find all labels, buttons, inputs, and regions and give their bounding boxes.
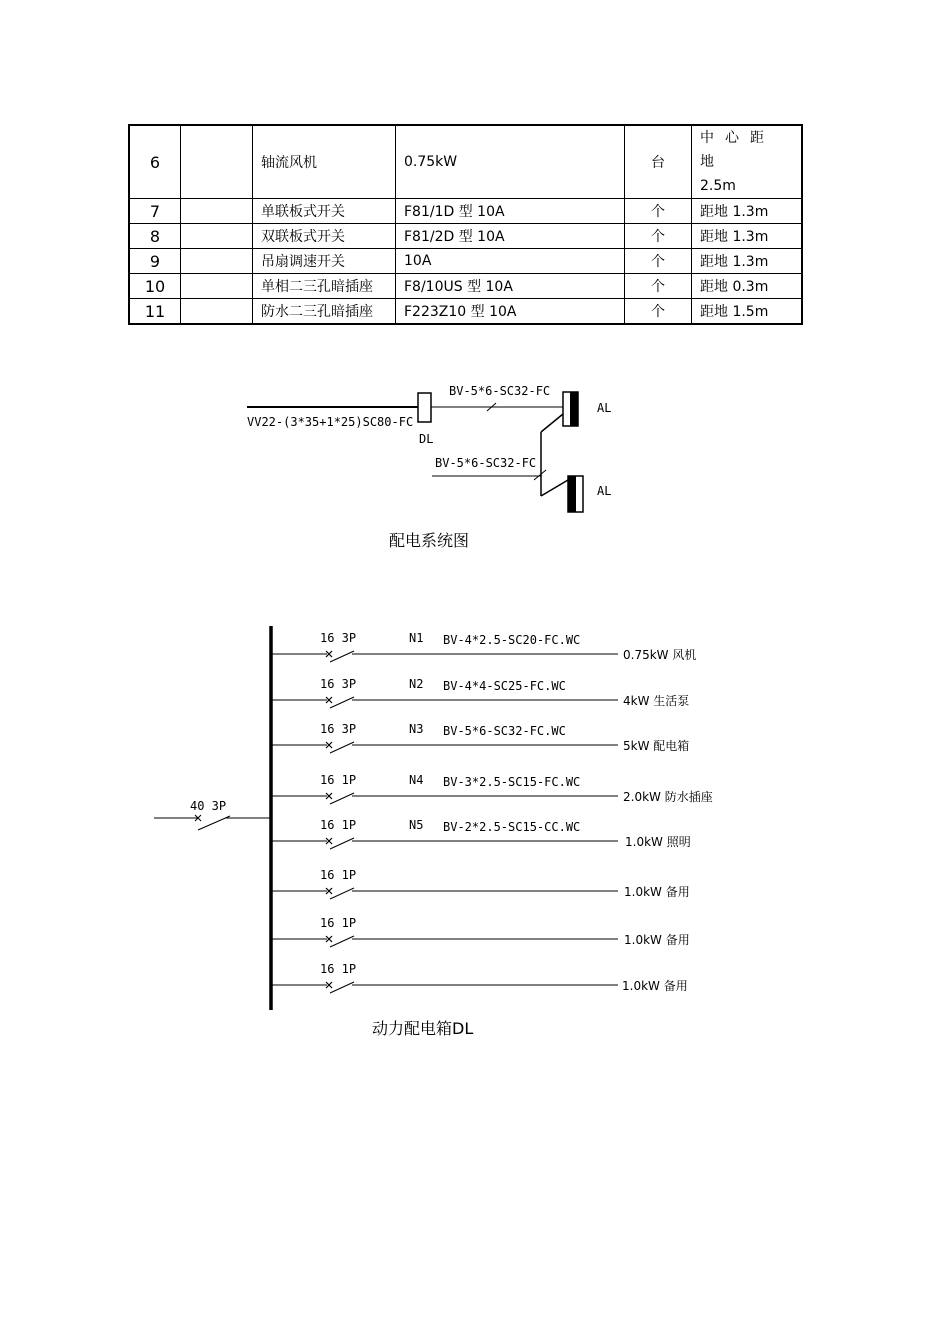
load-label: 0.75kW 风机 bbox=[623, 648, 697, 662]
branch-cable-label-2: BV-5*6-SC32-FC bbox=[435, 456, 537, 470]
row-location-line1: 中心距地 bbox=[700, 130, 775, 170]
breaker-label: 16 3P bbox=[320, 722, 357, 736]
breaker-blade bbox=[330, 838, 354, 849]
table-row bbox=[129, 249, 802, 274]
panel-fill-2 bbox=[568, 476, 576, 512]
row-name: 单相二三孔暗插座 bbox=[253, 274, 396, 299]
row-name: 轴流风机 bbox=[253, 125, 396, 199]
row-unit: 个 bbox=[625, 274, 692, 299]
breaker-label: 16 1P bbox=[320, 916, 357, 930]
box-label: DL bbox=[419, 432, 434, 446]
row-spec: F81/2D 型 10A bbox=[396, 224, 625, 249]
row-location-line2: 2.5m bbox=[700, 178, 736, 194]
table-row bbox=[129, 125, 802, 199]
row-spec: 10A bbox=[396, 249, 625, 274]
table-row bbox=[129, 224, 802, 249]
equipment-table bbox=[128, 124, 803, 325]
panel-label-1: AL bbox=[597, 401, 612, 415]
row-code bbox=[181, 299, 253, 325]
row-number: 6 bbox=[129, 125, 181, 199]
power-box-caption: 动力配电箱DL bbox=[372, 1019, 474, 1038]
row-code bbox=[181, 249, 253, 274]
distribution-system-diagram bbox=[0, 370, 950, 530]
load-label: 1.0kW 备用 bbox=[624, 885, 690, 899]
row-name: 双联板式开关 bbox=[253, 224, 396, 249]
load-label: 1.0kW 备用 bbox=[624, 933, 690, 947]
row-unit: 个 bbox=[625, 249, 692, 274]
breaker-blade bbox=[330, 793, 354, 804]
load-label: 1.0kW 照明 bbox=[625, 835, 691, 849]
riser-to-panel-2 bbox=[541, 480, 568, 496]
cable-spec: BV-5*6-SC32-FC.WC bbox=[443, 724, 566, 738]
circuit-number: N5 bbox=[409, 818, 424, 832]
breaker-blade bbox=[330, 888, 354, 899]
breaker-blade bbox=[330, 936, 354, 947]
row-unit: 个 bbox=[625, 199, 692, 224]
row-code bbox=[181, 199, 253, 224]
breaker-blade bbox=[330, 982, 354, 993]
riser-line bbox=[541, 414, 563, 432]
row-location: 距地 1.3m bbox=[692, 224, 803, 249]
cable-spec: BV-3*2.5-SC15-FC.WC bbox=[443, 775, 581, 789]
cable-spec: BV-4*4-SC25-FC.WC bbox=[443, 679, 566, 693]
system-diagram-caption: 配电系统图 bbox=[389, 531, 470, 550]
load-label: 4kW 生活泵 bbox=[623, 694, 690, 708]
load-label: 2.0kW 防水插座 bbox=[623, 790, 713, 804]
circuit-number: N4 bbox=[409, 773, 424, 787]
row-name: 防水二三孔暗插座 bbox=[253, 299, 396, 325]
cable-spec: BV-2*2.5-SC15-CC.WC bbox=[443, 820, 581, 834]
row-number: 10 bbox=[129, 274, 181, 299]
row-spec: F81/1D 型 10A bbox=[396, 199, 625, 224]
row-number: 8 bbox=[129, 224, 181, 249]
row-number: 9 bbox=[129, 249, 181, 274]
branch-2-tick bbox=[534, 470, 546, 480]
power-box-diagram bbox=[0, 620, 950, 1020]
row-spec: F8/10US 型 10A bbox=[396, 274, 625, 299]
row-code bbox=[181, 125, 253, 199]
row-location: 距地 1.3m bbox=[692, 249, 803, 274]
panel-fill-1 bbox=[570, 392, 578, 426]
main-breaker-blade bbox=[198, 816, 230, 830]
row-location: 距地 1.5m bbox=[692, 299, 803, 325]
circuit-number: N1 bbox=[409, 631, 424, 645]
breaker-label: 16 3P bbox=[320, 631, 357, 645]
row-number: 7 bbox=[129, 199, 181, 224]
breaker-label: 16 1P bbox=[320, 818, 357, 832]
panel-label-2: AL bbox=[597, 484, 612, 498]
breaker-blade bbox=[330, 651, 354, 662]
row-name: 单联板式开关 bbox=[253, 199, 396, 224]
row-unit: 个 bbox=[625, 299, 692, 325]
main-breaker-label: 40 3P bbox=[190, 799, 227, 813]
row-unit: 台 bbox=[625, 125, 692, 199]
row-code bbox=[181, 274, 253, 299]
circuit-number: N3 bbox=[409, 722, 424, 736]
breaker-label: 16 1P bbox=[320, 773, 357, 787]
circuit-number: N2 bbox=[409, 677, 424, 691]
table-row bbox=[129, 274, 802, 299]
row-number: 11 bbox=[129, 299, 181, 325]
row-spec: F223Z10 型 10A bbox=[396, 299, 625, 325]
breaker-blade bbox=[330, 697, 354, 708]
incoming-cable-label: VV22-(3*35+1*25)SC80-FC bbox=[247, 415, 414, 429]
cable-spec: BV-4*2.5-SC20-FC.WC bbox=[443, 633, 581, 647]
row-location: 距地 1.3m bbox=[692, 199, 803, 224]
breaker-label: 16 3P bbox=[320, 677, 357, 691]
row-location: 距地 0.3m bbox=[692, 274, 803, 299]
table-row bbox=[129, 199, 802, 224]
row-spec: 0.75kW bbox=[396, 125, 625, 199]
circuit-list bbox=[271, 631, 713, 993]
row-unit: 个 bbox=[625, 224, 692, 249]
breaker-blade bbox=[330, 742, 354, 753]
row-code bbox=[181, 224, 253, 249]
table-row bbox=[129, 299, 802, 325]
row-name: 吊扇调速开关 bbox=[253, 249, 396, 274]
load-label: 5kW 配电箱 bbox=[623, 739, 690, 753]
branch-cable-label-1: BV-5*6-SC32-FC bbox=[449, 384, 551, 398]
distribution-box-symbol bbox=[418, 393, 431, 422]
breaker-label: 16 1P bbox=[320, 962, 357, 976]
row-location bbox=[692, 125, 803, 199]
breaker-label: 16 1P bbox=[320, 868, 357, 882]
load-label: 1.0kW 备用 bbox=[622, 979, 688, 993]
